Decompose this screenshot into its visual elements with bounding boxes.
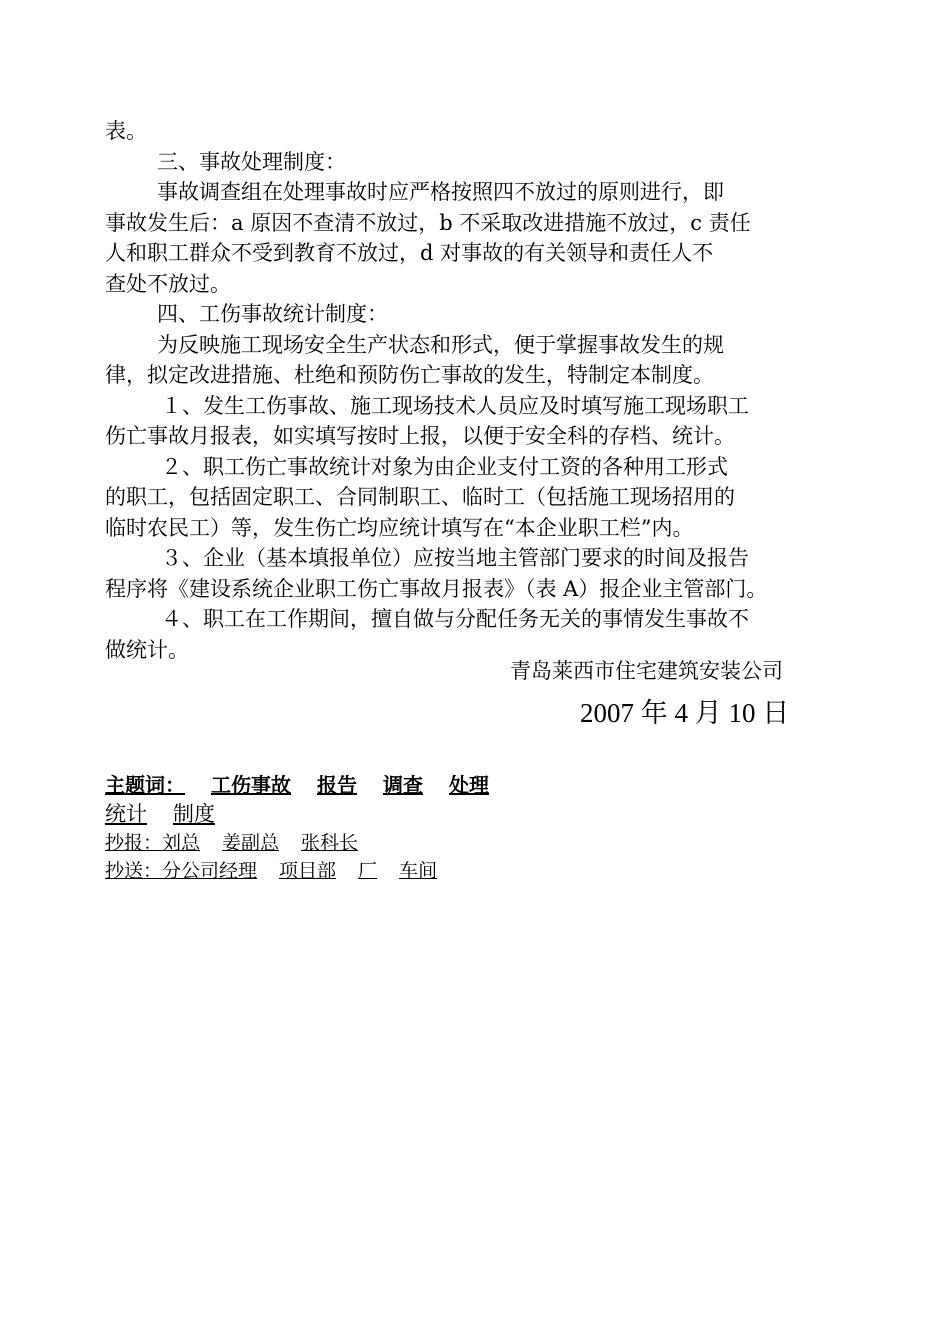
keywords-line <box>105 770 489 800</box>
list-item-3: ３、企业（基本填报单位）应按当地主管部门要求的时间及报告 <box>161 546 749 570</box>
keyword: 制度 <box>173 802 215 826</box>
body-line: 的职工，包括固定职工、合同制职工、临时工（包括施工现场招用的 <box>105 485 735 509</box>
body-line: 事故发生后：a 原因不查清不放过，b 不采取改进措施不放过，c 责任 <box>105 210 751 235</box>
body-line: 为反映施工现场安全生产状态和形式，便于掌握事故发生的规 <box>157 332 724 357</box>
cc-recipient: 厂 <box>358 860 378 882</box>
list-item-4: ４、职工在工作期间，擅自做与分配任务无关的事情发生事故不 <box>161 607 749 631</box>
cc-send-line <box>105 858 437 884</box>
body-line: 伤亡事故月报表，如实填写按时上报，以便于安全科的存档、统计。 <box>105 424 735 448</box>
body-line: 事故调查组在处理事故时应严格按照四不放过的原则进行，即 <box>157 180 724 204</box>
section-heading-accident-handling: 三、事故处理制度： <box>157 149 346 174</box>
body-line: 律，拟定改进措施、杜绝和预防伤亡事故的发生，特制定本制度。 <box>105 363 714 387</box>
keyword: 工伤事故 <box>211 773 291 797</box>
body-line: 表。 <box>105 119 147 143</box>
cc-recipient: 姜副总 <box>222 832 280 854</box>
body-line: 程序将《建设系统企业职工伤亡事故月报表》（表 A）报企业主管部门。 <box>105 576 768 601</box>
body-line: 查处不放过。 <box>105 271 231 296</box>
document-date: 2007 年 4 月 10 日 <box>580 698 790 728</box>
document-body <box>105 116 865 665</box>
cc-report-label: 抄报： <box>105 832 163 854</box>
body-line: 人和职工群众不受到教育不放过，d 对事故的有关领导和责任人不 <box>105 241 714 265</box>
company-signature: 青岛莱西市住宅建筑安装公司 <box>510 659 783 683</box>
keyword: 统计 <box>105 802 147 826</box>
cc-send-label: 抄送： <box>105 860 163 882</box>
keyword: 报告 <box>317 773 357 797</box>
cc-recipient: 刘总 <box>162 832 201 854</box>
body-line: 临时农民工）等，发生伤亡均应统计填写在“本企业职工栏”内。 <box>105 515 694 540</box>
cc-report-line <box>105 830 358 856</box>
list-item-1: １、发生工伤事故、施工现场技术人员应及时填写施工现场职工 <box>161 393 749 418</box>
body-line: 做统计。 <box>105 637 189 662</box>
section-heading-injury-statistics: 四、工伤事故统计制度： <box>157 302 388 326</box>
keyword: 处理 <box>449 773 489 797</box>
cc-recipient: 张科长 <box>301 832 359 854</box>
list-item-2: ２、职工伤亡事故统计对象为由企业支付工资的各种用工形式 <box>161 454 728 479</box>
keywords-line-2 <box>105 800 215 828</box>
cc-recipient: 项目部 <box>279 860 337 882</box>
cc-recipient: 车间 <box>399 860 438 882</box>
keyword: 调查 <box>383 773 423 797</box>
keywords-label: 主题词： <box>105 773 185 797</box>
cc-recipient: 分公司经理 <box>162 860 258 882</box>
